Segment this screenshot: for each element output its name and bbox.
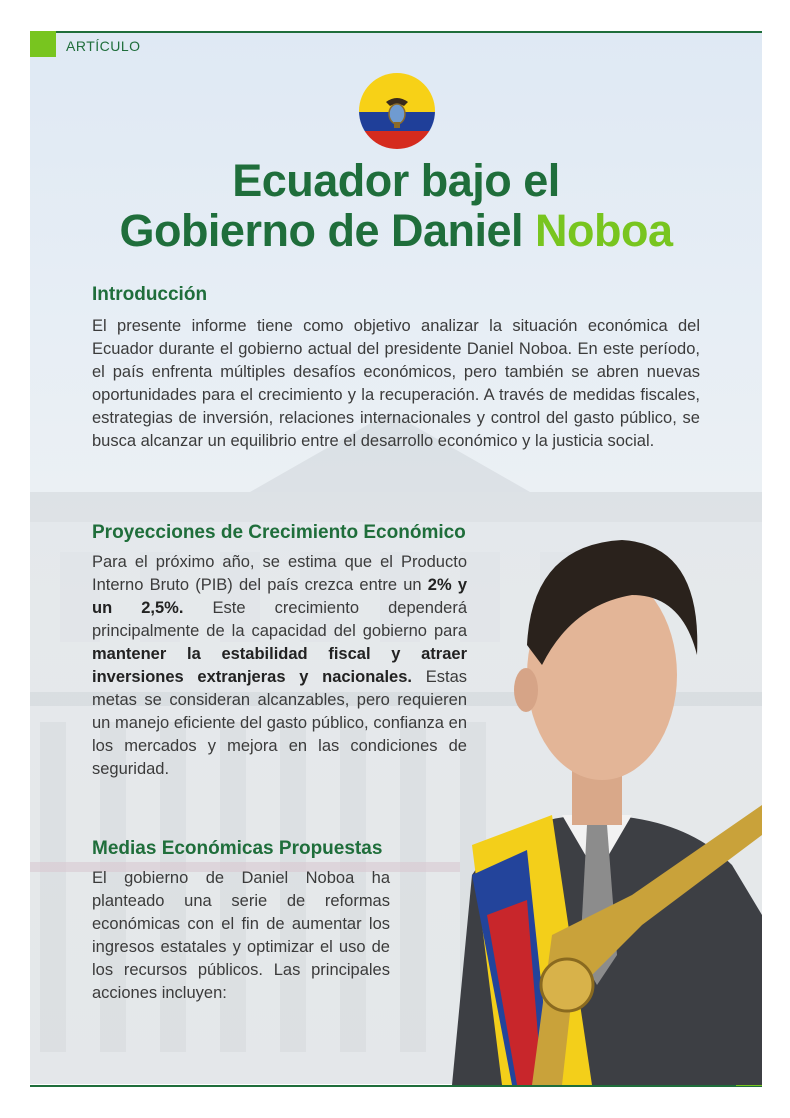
growth-heading: Proyecciones de Crecimiento Económico: [92, 522, 466, 543]
fiscal-stability-highlight: mantener la estabilidad fiscal y atraer inversiones extranjeras y nacionales.: [92, 645, 467, 686]
intro-paragraph: El presente informe tiene como objetivo analizar la situación económica del Ecuador durante el gobierno actual del presidente Daniel Noboa. En este período, el país enfrenta múltiples desafíos económicos, pero también se abren nuevas oportunidades para el crecimiento y la recuperación. A través de medidas fiscales, estrategias de inversión, relaciones internacionales y control del gasto público, se busca alcanzar un equilibrio entre el desarrollo económico y la justicia social.: [92, 317, 700, 450]
top-rule: [30, 31, 762, 33]
ecuador-flag-icon: [358, 72, 436, 150]
growth-text-1: Para el próximo año, se estima que el Producto Interno Bruto (PIB) del país crezca entre un: [92, 553, 467, 594]
title-accent: Noboa: [535, 205, 673, 256]
intro-heading: Introducción: [92, 284, 208, 305]
corner-accent-top: [30, 31, 56, 57]
measures-heading: Medias Económicas Propuestas: [92, 838, 383, 859]
section-tag: ARTÍCULO: [66, 38, 141, 54]
title-line-1: Ecuador bajo el: [232, 155, 560, 206]
page-title: [30, 156, 762, 256]
measures-paragraph: El gobierno de Daniel Noboa ha planteado una serie de reformas económicas con el fin de aumentar los ingresos estatales y optimizar el uso de los recursos públicos. Las principales acciones incluyen:: [92, 869, 390, 1002]
growth-rate-highlight: 2% y un 2,5%.: [92, 576, 467, 617]
bottom-rule: [30, 1085, 762, 1087]
growth-text-3: Estas metas se consideran alcanzables, pero requieren un manejo eficiente del gasto público, confianza en los mercados y mejora en las condiciones de seguridad.: [92, 668, 467, 778]
title-line-2: Gobierno de Daniel: [119, 205, 524, 256]
growth-paragraph: [92, 551, 467, 781]
president-portrait: [432, 515, 762, 1085]
growth-text-2: Este crecimiento dependerá principalmente de la capacidad del gobierno para: [92, 599, 468, 640]
